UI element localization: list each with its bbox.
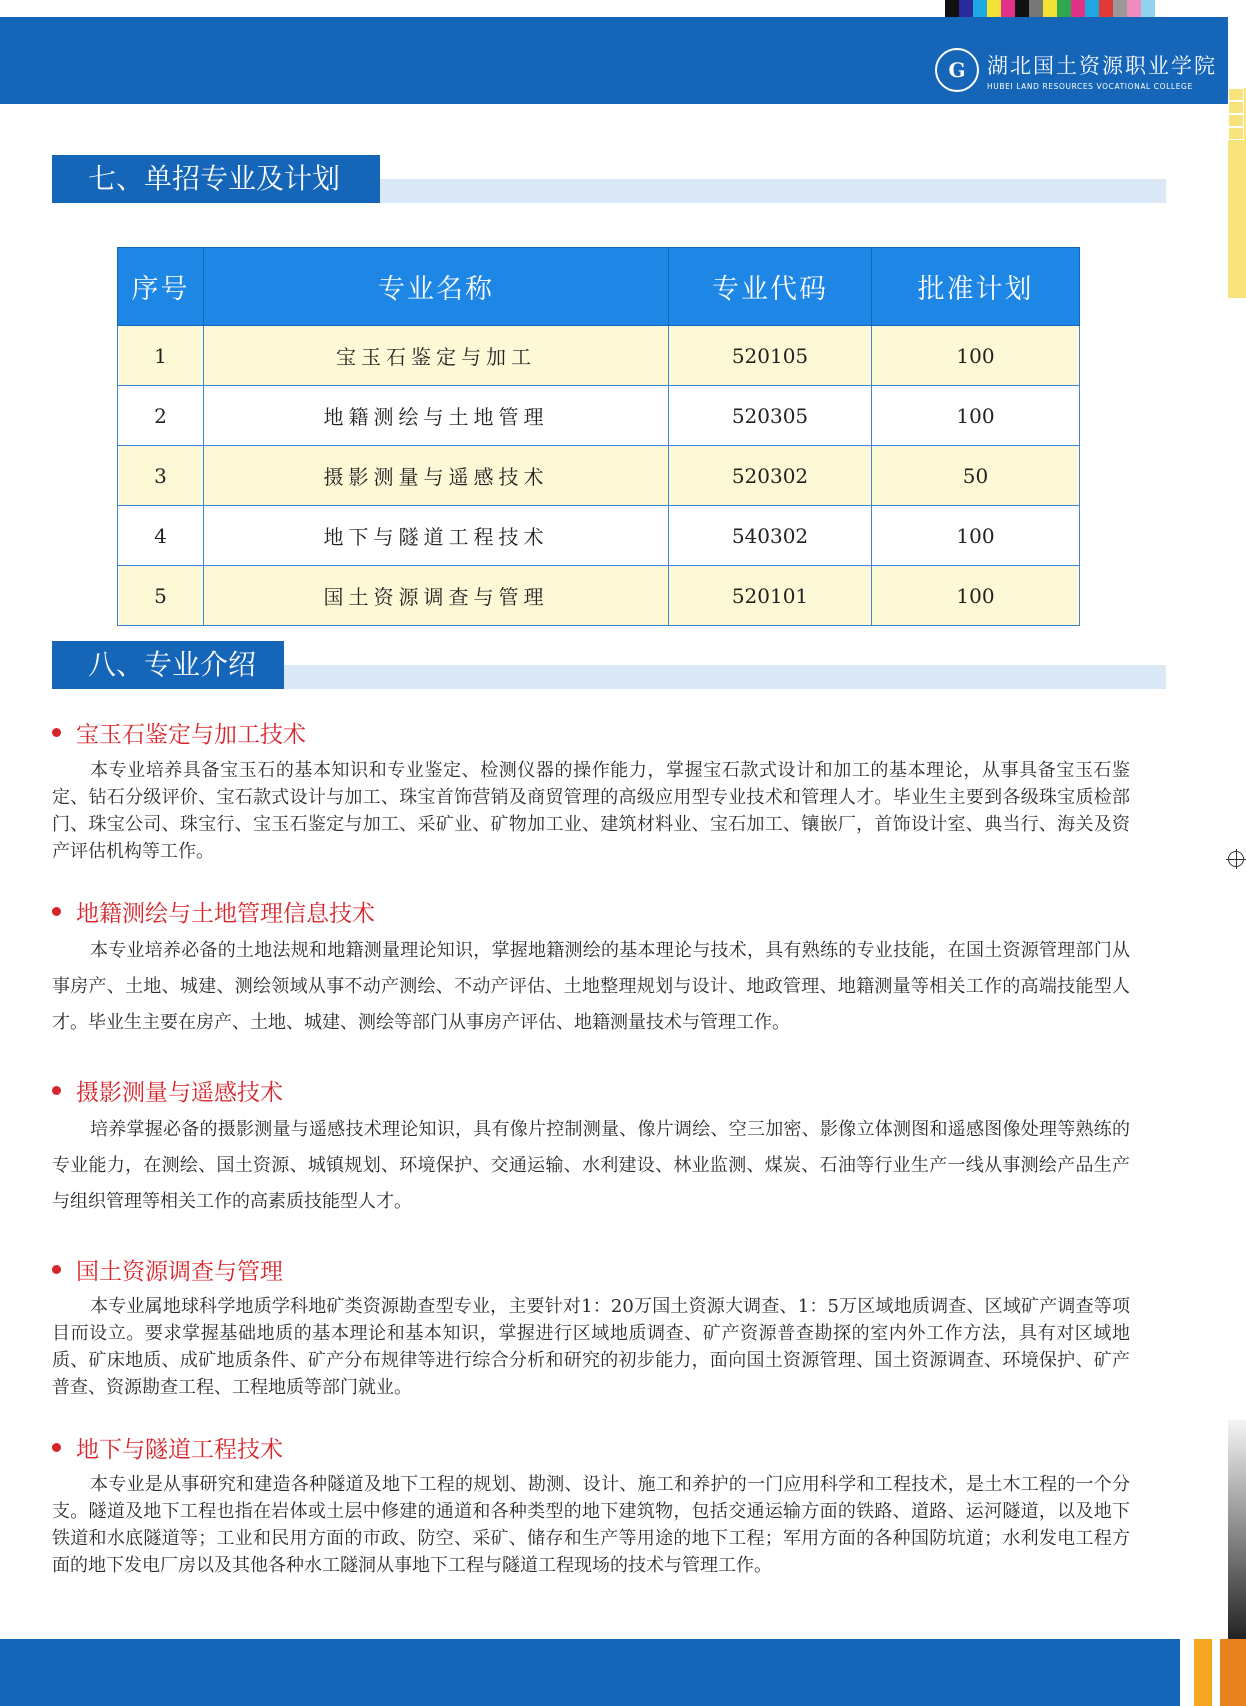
college-name-cn: 湖北国土资源职业学院	[987, 53, 1217, 78]
bullet-icon	[52, 1265, 61, 1274]
footer-stripes	[1180, 1639, 1246, 1706]
table-row	[118, 566, 1080, 626]
cell-code: 540302	[669, 506, 872, 566]
major-description: 本专业是从事研究和建造各种隧道及地下工程的规划、勘测、设计、施工和养护的一门应用科学和工程技术，是土木工程的一个分支。隧道及地下工程也指在岩体或土层中修建的通道和各种类型的地下建筑物，包括交通运输方面的铁路、道路、运河隧道，以及地下铁道和水底隧道等；工业和民用方面的市政、防空、采矿、储存和生产等用途的地下工程；军用方面的各种国防坑道；水利发电工程方面的地下发电厂房以及其他各种水工隧洞从事地下工程与隧道工程现场的技术与管理工作。	[52, 1474, 1130, 1576]
section-8-header	[52, 641, 1166, 689]
cell-name: 地下与隧道工程技术	[204, 506, 669, 566]
section-7-title: 七、单招专业及计划	[52, 155, 380, 203]
col-header-name: 专业名称	[204, 248, 669, 326]
table-row	[118, 326, 1080, 386]
enrollment-plan-table	[117, 247, 1080, 626]
major-description: 本专业培养具备宝玉石的基本知识和专业鉴定、检测仪器的操作能力，掌握宝石款式设计和加工的基本理论，从事具备宝玉石鉴定、钻石分级评价、宝石款式设计与加工、珠宝首饰营销及商贸管理的高级应用型专业技术和管理人才。毕业生主要到各级珠宝质检部门、珠宝公司、珠宝行、宝玉石鉴定与加工、采矿业、矿物加工业、建筑材料业、宝石加工、镶嵌厂，首饰设计室、典当行、海关及资产评估机构等工作。	[52, 760, 1130, 862]
cell-no: 3	[118, 446, 204, 506]
major-description: 培养掌握必备的摄影测量与遥感技术理论知识，具有像片控制测量、像片调绘、空三加密、影像立体测图和遥感图像处理等熟练的专业能力，在测绘、国土资源、城镇规划、环境保护、交通运输、水利建设、林业监测、煤炭、石油等行业生产一线从事测绘产品生产与组织管理等相关工作的高素质技能型人才。	[52, 1119, 1130, 1212]
cell-name: 宝玉石鉴定与加工	[204, 326, 669, 386]
cell-no: 1	[118, 326, 204, 386]
section-8-title: 八、专业介绍	[52, 641, 284, 689]
col-header-no: 序号	[118, 248, 204, 326]
bullet-icon	[52, 728, 61, 737]
cell-no: 4	[118, 506, 204, 566]
major-tunnel-engineering	[52, 1431, 1130, 1579]
bullet-icon	[52, 907, 61, 916]
major-photogrammetry	[52, 1074, 1130, 1220]
cell-code: 520105	[669, 326, 872, 386]
table-header-row	[118, 248, 1080, 326]
cell-code: 520302	[669, 446, 872, 506]
major-title: 地下与隧道工程技术	[76, 1436, 283, 1463]
cell-name: 摄影测量与遥感技术	[204, 446, 669, 506]
table-row	[118, 386, 1080, 446]
table-row	[118, 506, 1080, 566]
college-emblem-icon: G	[935, 48, 979, 92]
bullet-icon	[52, 1086, 61, 1095]
table-row	[118, 446, 1080, 506]
cell-code: 520305	[669, 386, 872, 446]
section-underline	[372, 179, 1166, 203]
print-gray-scale	[1228, 1420, 1246, 1640]
section-underline	[282, 665, 1166, 689]
cell-plan: 100	[872, 566, 1080, 626]
major-title: 地籍测绘与土地管理信息技术	[76, 900, 375, 927]
major-cadastral-surveying	[52, 895, 1130, 1041]
major-title: 宝玉石鉴定与加工技术	[76, 721, 306, 748]
cell-plan: 100	[872, 326, 1080, 386]
college-name-en: HUBEI LAND RESOURCES VOCATIONAL COLLEGE	[987, 81, 1193, 91]
major-description: 本专业培养必备的土地法规和地籍测量理论知识，掌握地籍测绘的基本理论与技术，具有熟练的专业技能，在国土资源管理部门从事房产、土地、城建、测绘领域从事不动产测绘、不动产评估、土地整理规划与设计、地政管理、地籍测量等相关工作的高端技能型人才。毕业生主要在房产、土地、城建、测绘等部门从事房产评估、地籍测量技术与管理工作。	[52, 940, 1130, 1033]
cell-code: 520101	[669, 566, 872, 626]
cell-plan: 50	[872, 446, 1080, 506]
cell-plan: 100	[872, 506, 1080, 566]
major-title: 摄影测量与遥感技术	[76, 1079, 283, 1106]
major-land-resources	[52, 1253, 1130, 1401]
major-title: 国土资源调查与管理	[76, 1258, 283, 1285]
major-description: 本专业属地球科学地质学科地矿类资源勘查型专业，主要针对1：20万国土资源大调查、1：5万区域地质调查、区域矿产调查等项目而设立。要求掌握基础地质的基本理论和基本知识，掌握进行区域地质调查、矿产资源普查勘探的室内外工作方法，具有对区域地质、矿床地质、成矿地质条件、矿产分布规律等进行综合分析和研究的初步能力，面向国土资源管理、国土资源调查、环境保护、矿产普查、资源勘查工程、工程地质等部门就业。	[52, 1296, 1130, 1398]
col-header-plan: 批准计划	[872, 248, 1080, 326]
registration-mark-icon	[1228, 851, 1244, 867]
college-logo	[935, 48, 1217, 92]
print-registration-yellow	[1228, 88, 1246, 298]
print-color-strip	[945, 0, 1155, 17]
cell-name: 国土资源调查与管理	[204, 566, 669, 626]
major-gem-processing	[52, 716, 1130, 865]
cell-no: 5	[118, 566, 204, 626]
footer-bar	[0, 1639, 1180, 1706]
cell-plan: 100	[872, 386, 1080, 446]
col-header-code: 专业代码	[669, 248, 872, 326]
cell-no: 2	[118, 386, 204, 446]
bullet-icon	[52, 1443, 61, 1452]
section-7-header	[52, 155, 1166, 203]
cell-name: 地籍测绘与土地管理	[204, 386, 669, 446]
